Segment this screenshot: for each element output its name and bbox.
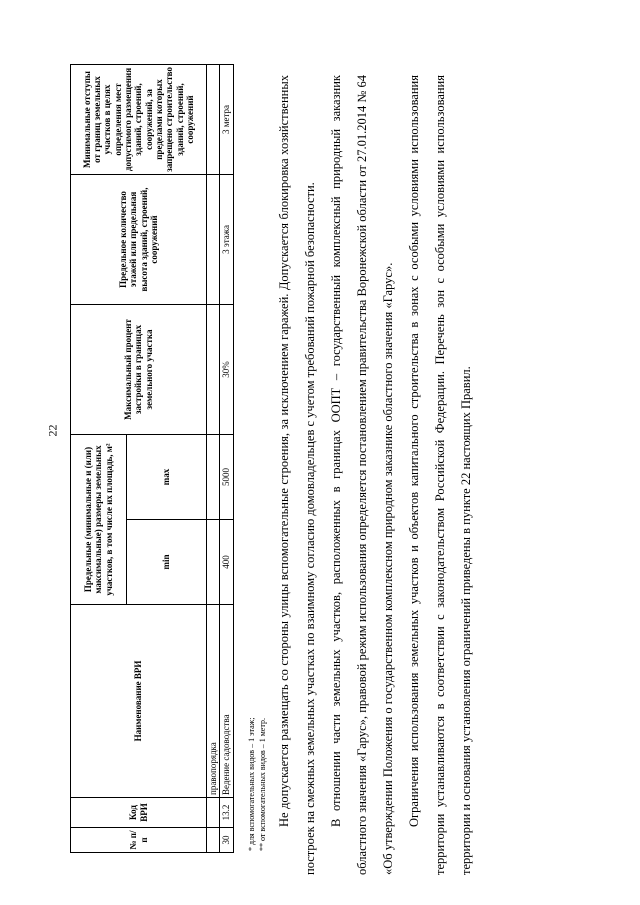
table-row xyxy=(220,64,233,852)
cell-name: правопорядка xyxy=(207,605,220,798)
header-max-floors: Предельное количество этажей или предельная высота зданий, строений, сооружений xyxy=(71,174,207,304)
footnote: ** от вспомогательных видов – 1 метр. xyxy=(257,718,267,851)
page-number: 22 xyxy=(45,424,60,437)
table-row xyxy=(207,64,220,852)
header-plot-size: Предельные (минимальные и (или) максимальные) размеры земельных участков, в том числе их площадь, м² xyxy=(71,434,127,604)
header-max-percent: Максимальный процент застройки в границах земельного участка xyxy=(71,304,207,434)
cell-setbacks: 3 метра xyxy=(220,64,233,174)
table-footnotes xyxy=(247,718,269,851)
cell-percent: 30% xyxy=(220,304,233,434)
rotated-page-content xyxy=(65,65,640,905)
header-setbacks: Минимальные отступы от границ земельных участков в целях определения мест допустимого размещения зданий, строений, сооружений, за пределами которых запрещено строительство зданий, строений, сооружений xyxy=(71,64,207,174)
paragraph: Не допускается размещать со стороны улицы вспомогательные строения, за исключением гаражей. Допускается блокировка хозяйственных построек на смежных земельных участках по взаимному согласию домовладельцев с учетом требований пожарной безопасности. xyxy=(277,75,317,875)
header-min: min xyxy=(127,520,207,605)
paragraph: В отношении части земельных участков, расположенных в границах ООПТ – государственный комплексный природный заказник областного значения «Гарус», правовой режим использования определяется постановлением правительства Воронежской области от 27.01.2014 № 64 «Об утверждении Положения о государственном комплексном природном заказнике областного значения «Гарус». xyxy=(329,75,395,875)
cell-floors: 3 этажа xyxy=(220,174,233,304)
cell-max: 5000 xyxy=(220,434,233,519)
header-code: Код ВРИ xyxy=(71,798,207,828)
zoning-parameters-table xyxy=(70,64,234,853)
paragraph: Ограничения использования земельных участков и объектов капитального строительства в зонах с особыми условиями использования территории устанавливаются в соответствии с законодательством Российской Федерации. Перечень зон с особыми условиями использования территории и основания установления ограничений приведены в пункте 22 настоящих Правил. xyxy=(407,75,473,875)
cell-code: 13.2 xyxy=(220,798,233,828)
body-text xyxy=(271,75,479,875)
cell-name: Ведение садоводства xyxy=(220,605,233,798)
footnote: * для вспомогательных видов – 1 этаж; xyxy=(247,717,256,851)
cell-min: 400 xyxy=(220,520,233,605)
header-name: Наименование ВРИ xyxy=(71,605,207,798)
header-max: max xyxy=(127,434,207,519)
cell-number: 30 xyxy=(220,828,233,853)
header-number: № п/п xyxy=(71,828,207,853)
